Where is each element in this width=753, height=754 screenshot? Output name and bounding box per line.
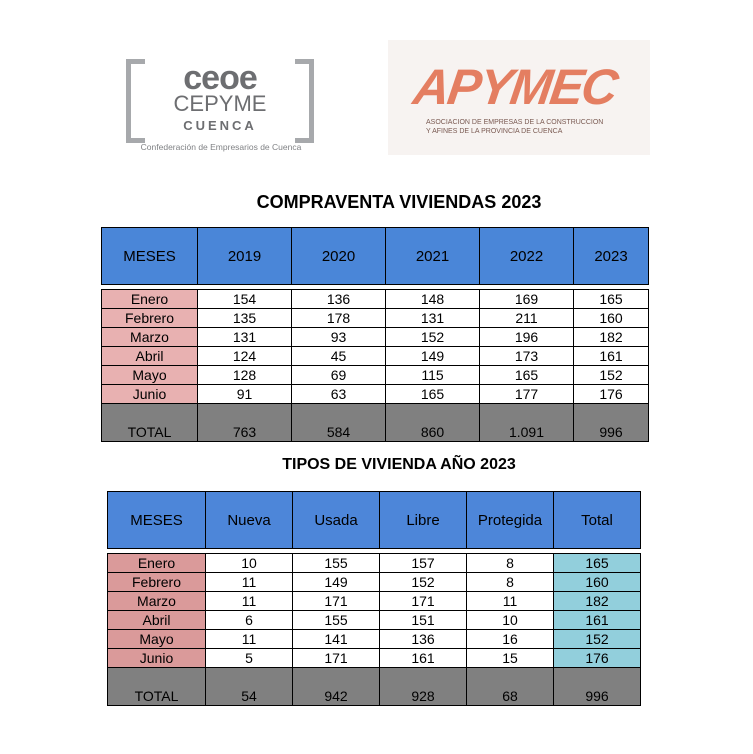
logo-ceoe-text: ceoe — [183, 59, 257, 97]
value-cell: 165 — [386, 385, 480, 404]
value-cell: 141 — [293, 630, 380, 649]
value-cell: 161 — [380, 649, 467, 668]
logo-cepyme-text: CEPYME — [173, 91, 267, 116]
total-cell: 584 — [292, 404, 386, 442]
value-cell: 154 — [198, 290, 292, 309]
table-row — [102, 290, 649, 309]
row-total-cell: 182 — [554, 592, 641, 611]
value-cell: 8 — [467, 554, 554, 573]
value-cell: 10 — [206, 554, 293, 573]
value-cell: 151 — [380, 611, 467, 630]
total-label: TOTAL — [102, 404, 198, 442]
value-cell: 171 — [293, 649, 380, 668]
value-cell: 149 — [293, 573, 380, 592]
value-cell: 128 — [198, 366, 292, 385]
value-cell: 131 — [198, 328, 292, 347]
value-cell: 160 — [574, 309, 649, 328]
month-cell: Marzo — [108, 592, 206, 611]
total-cell: 996 — [554, 668, 641, 706]
value-cell: 149 — [386, 347, 480, 366]
header-cell: Nueva — [206, 492, 293, 549]
month-cell: Junio — [108, 649, 206, 668]
logo-bracket-left — [126, 59, 145, 143]
month-cell: Febrero — [102, 309, 198, 328]
total-row — [108, 668, 641, 706]
header-cell: Usada — [293, 492, 380, 549]
month-cell: Junio — [102, 385, 198, 404]
row-total-cell: 176 — [554, 649, 641, 668]
value-cell: 152 — [386, 328, 480, 347]
total-cell: 68 — [467, 668, 554, 706]
value-cell: 131 — [386, 309, 480, 328]
header-cell: MESES — [108, 492, 206, 549]
value-cell: 173 — [480, 347, 574, 366]
value-cell: 152 — [574, 366, 649, 385]
total-cell: 54 — [206, 668, 293, 706]
month-cell: Abril — [102, 347, 198, 366]
total-cell: 942 — [293, 668, 380, 706]
table-row — [102, 309, 649, 328]
value-cell: 91 — [198, 385, 292, 404]
total-cell: 763 — [198, 404, 292, 442]
month-cell: Marzo — [102, 328, 198, 347]
value-cell: 157 — [380, 554, 467, 573]
month-cell: Febrero — [108, 573, 206, 592]
apymec-subtitle-line1: ASOCIACION DE EMPRESAS DE LA CONSTRUCCION — [426, 119, 604, 126]
header-cell: Protegida — [467, 492, 554, 549]
value-cell: 176 — [574, 385, 649, 404]
table-header-row — [102, 228, 649, 285]
value-cell: 196 — [480, 328, 574, 347]
table-row — [102, 347, 649, 366]
value-cell: 177 — [480, 385, 574, 404]
value-cell: 148 — [386, 290, 480, 309]
table-row — [108, 630, 641, 649]
header-cell: 2020 — [292, 228, 386, 285]
value-cell: 136 — [292, 290, 386, 309]
row-total-cell: 152 — [554, 630, 641, 649]
tipos-vivienda-title: TIPOS DE VIVIENDA AÑO 2023 — [282, 456, 516, 473]
total-row — [102, 404, 649, 442]
table-row — [108, 649, 641, 668]
value-cell: 6 — [206, 611, 293, 630]
total-cell: 1.091 — [480, 404, 574, 442]
value-cell: 136 — [380, 630, 467, 649]
value-cell: 10 — [467, 611, 554, 630]
logo-cuenca-text: CUENCA — [183, 118, 257, 133]
value-cell: 178 — [292, 309, 386, 328]
value-cell: 171 — [380, 592, 467, 611]
value-cell: 171 — [293, 592, 380, 611]
row-total-cell: 165 — [554, 554, 641, 573]
table-row — [102, 328, 649, 347]
apymec-logo — [388, 40, 650, 155]
header-cell: Total — [554, 492, 641, 549]
table-row — [108, 573, 641, 592]
table-row — [102, 385, 649, 404]
apymec-subtitle-line2: Y AFINES DE LA PROVINCIA DE CUENCA — [426, 128, 563, 135]
apymec-wordmark: APYMEC — [410, 59, 620, 115]
value-cell: 124 — [198, 347, 292, 366]
logo-confederacion-text: Confederación de Empresarios de Cuenca — [140, 142, 302, 152]
value-cell: 211 — [480, 309, 574, 328]
header-cell: MESES — [102, 228, 198, 285]
row-total-cell: 160 — [554, 573, 641, 592]
total-cell: 928 — [380, 668, 467, 706]
total-label: TOTAL — [108, 668, 206, 706]
value-cell: 115 — [386, 366, 480, 385]
compraventa-table — [101, 227, 649, 442]
header-cell: 2022 — [480, 228, 574, 285]
value-cell: 165 — [480, 366, 574, 385]
value-cell: 155 — [293, 611, 380, 630]
month-cell: Mayo — [108, 630, 206, 649]
total-cell: 996 — [574, 404, 649, 442]
table-row — [102, 366, 649, 385]
value-cell: 152 — [380, 573, 467, 592]
apymec-subtitle — [426, 118, 641, 136]
value-cell: 15 — [467, 649, 554, 668]
header-cell: 2019 — [198, 228, 292, 285]
table-row — [108, 554, 641, 573]
ceoe-cepyme-logo — [126, 55, 314, 155]
value-cell: 135 — [198, 309, 292, 328]
table-row — [108, 592, 641, 611]
logo-bracket-right — [295, 59, 314, 143]
value-cell: 11 — [206, 592, 293, 611]
total-cell: 860 — [386, 404, 480, 442]
value-cell: 63 — [292, 385, 386, 404]
header-cell: Libre — [380, 492, 467, 549]
value-cell: 11 — [206, 630, 293, 649]
value-cell: 165 — [574, 290, 649, 309]
value-cell: 155 — [293, 554, 380, 573]
value-cell: 69 — [292, 366, 386, 385]
header-cell: 2023 — [574, 228, 649, 285]
value-cell: 169 — [480, 290, 574, 309]
tipos-vivienda-table — [107, 491, 641, 706]
month-cell: Mayo — [102, 366, 198, 385]
value-cell: 5 — [206, 649, 293, 668]
compraventa-title: COMPRAVENTA VIVIENDAS 2023 — [256, 192, 542, 212]
value-cell: 11 — [467, 592, 554, 611]
value-cell: 8 — [467, 573, 554, 592]
value-cell: 161 — [574, 347, 649, 366]
row-total-cell: 161 — [554, 611, 641, 630]
month-cell: Enero — [108, 554, 206, 573]
value-cell: 11 — [206, 573, 293, 592]
table-row — [108, 611, 641, 630]
month-cell: Abril — [108, 611, 206, 630]
value-cell: 93 — [292, 328, 386, 347]
value-cell: 182 — [574, 328, 649, 347]
value-cell: 16 — [467, 630, 554, 649]
month-cell: Enero — [102, 290, 198, 309]
value-cell: 45 — [292, 347, 386, 366]
table-header-row — [108, 492, 641, 549]
header-cell: 2021 — [386, 228, 480, 285]
